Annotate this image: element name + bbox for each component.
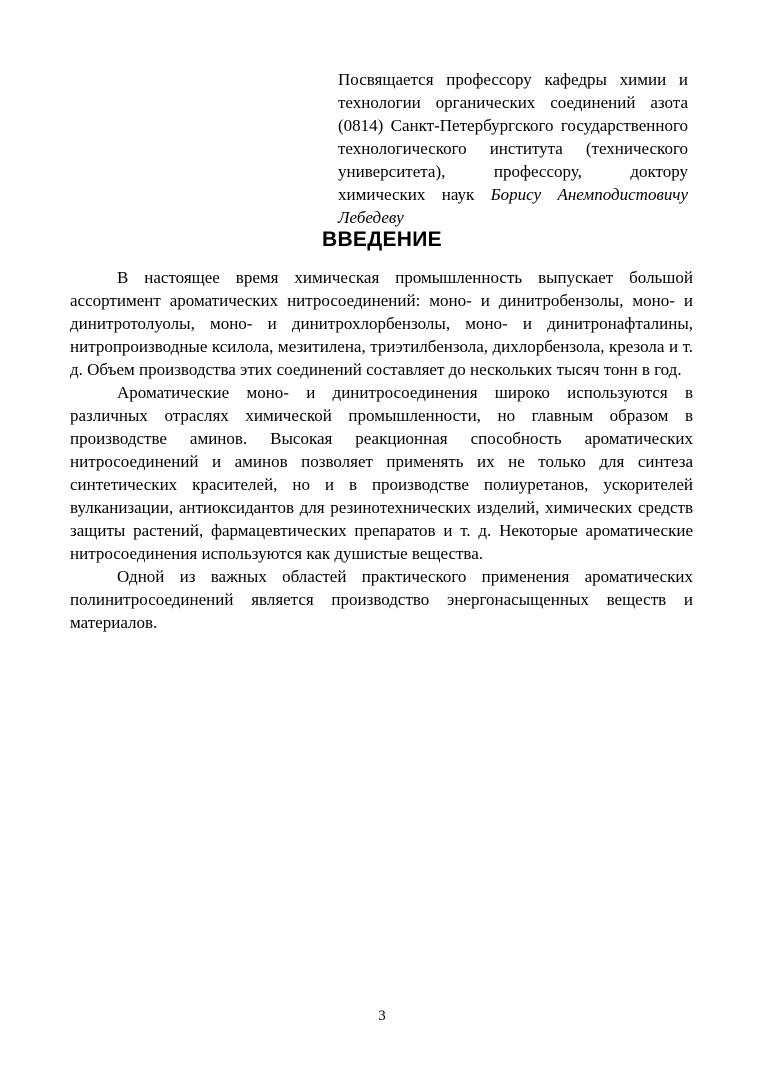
body-text — [70, 266, 693, 634]
paragraph: В настоящее время химическая промышленность выпускает большой ассортимент ароматических нитросоединений: моно- и динитробензолы, моно- и динитротолуолы, моно- и динитрохлорбензолы, моно- и динитронафталины, нитропроизводные ксилола, мезитилена, триэтилбензола, дихлорбензола, крезола и т. д. Объем производства этих соединений составляет до нескольких тысяч тонн в год. — [70, 268, 693, 379]
paragraph: Одной из важных областей практического применения ароматических полинитросоединений является производство энергонасыщенных веществ и материалов. — [70, 567, 693, 632]
section-title: ВВЕДЕНИЕ — [322, 228, 442, 251]
dedication-text: Посвящается профессору кафедры химии и технологии органических соединений азота (0814) Санкт-Петербургского государственного технологического института (технического университета), профессору, доктору химических наук — [338, 70, 688, 204]
dedication — [338, 68, 688, 229]
page-number: 3 — [378, 1008, 386, 1024]
paragraph: Ароматические моно- и динитросоединения широко используются в различных отраслях химической промышленности, но главным образом в производстве аминов. Высокая реакционная способность ароматических нитросоединений и аминов позволяет применять их не только для синтеза синтетических красителей, но и в производстве полиуретанов, ускорителей вулканизации, антиоксидантов для резинотехнических изделий, химических средств защиты растений, фармацевтических препаратов и т. д. Некоторые ароматические нитросоединения используются как душистые вещества. — [70, 383, 693, 563]
dedication-name: Борису Анемподистовичу Лебедеву — [338, 185, 688, 227]
